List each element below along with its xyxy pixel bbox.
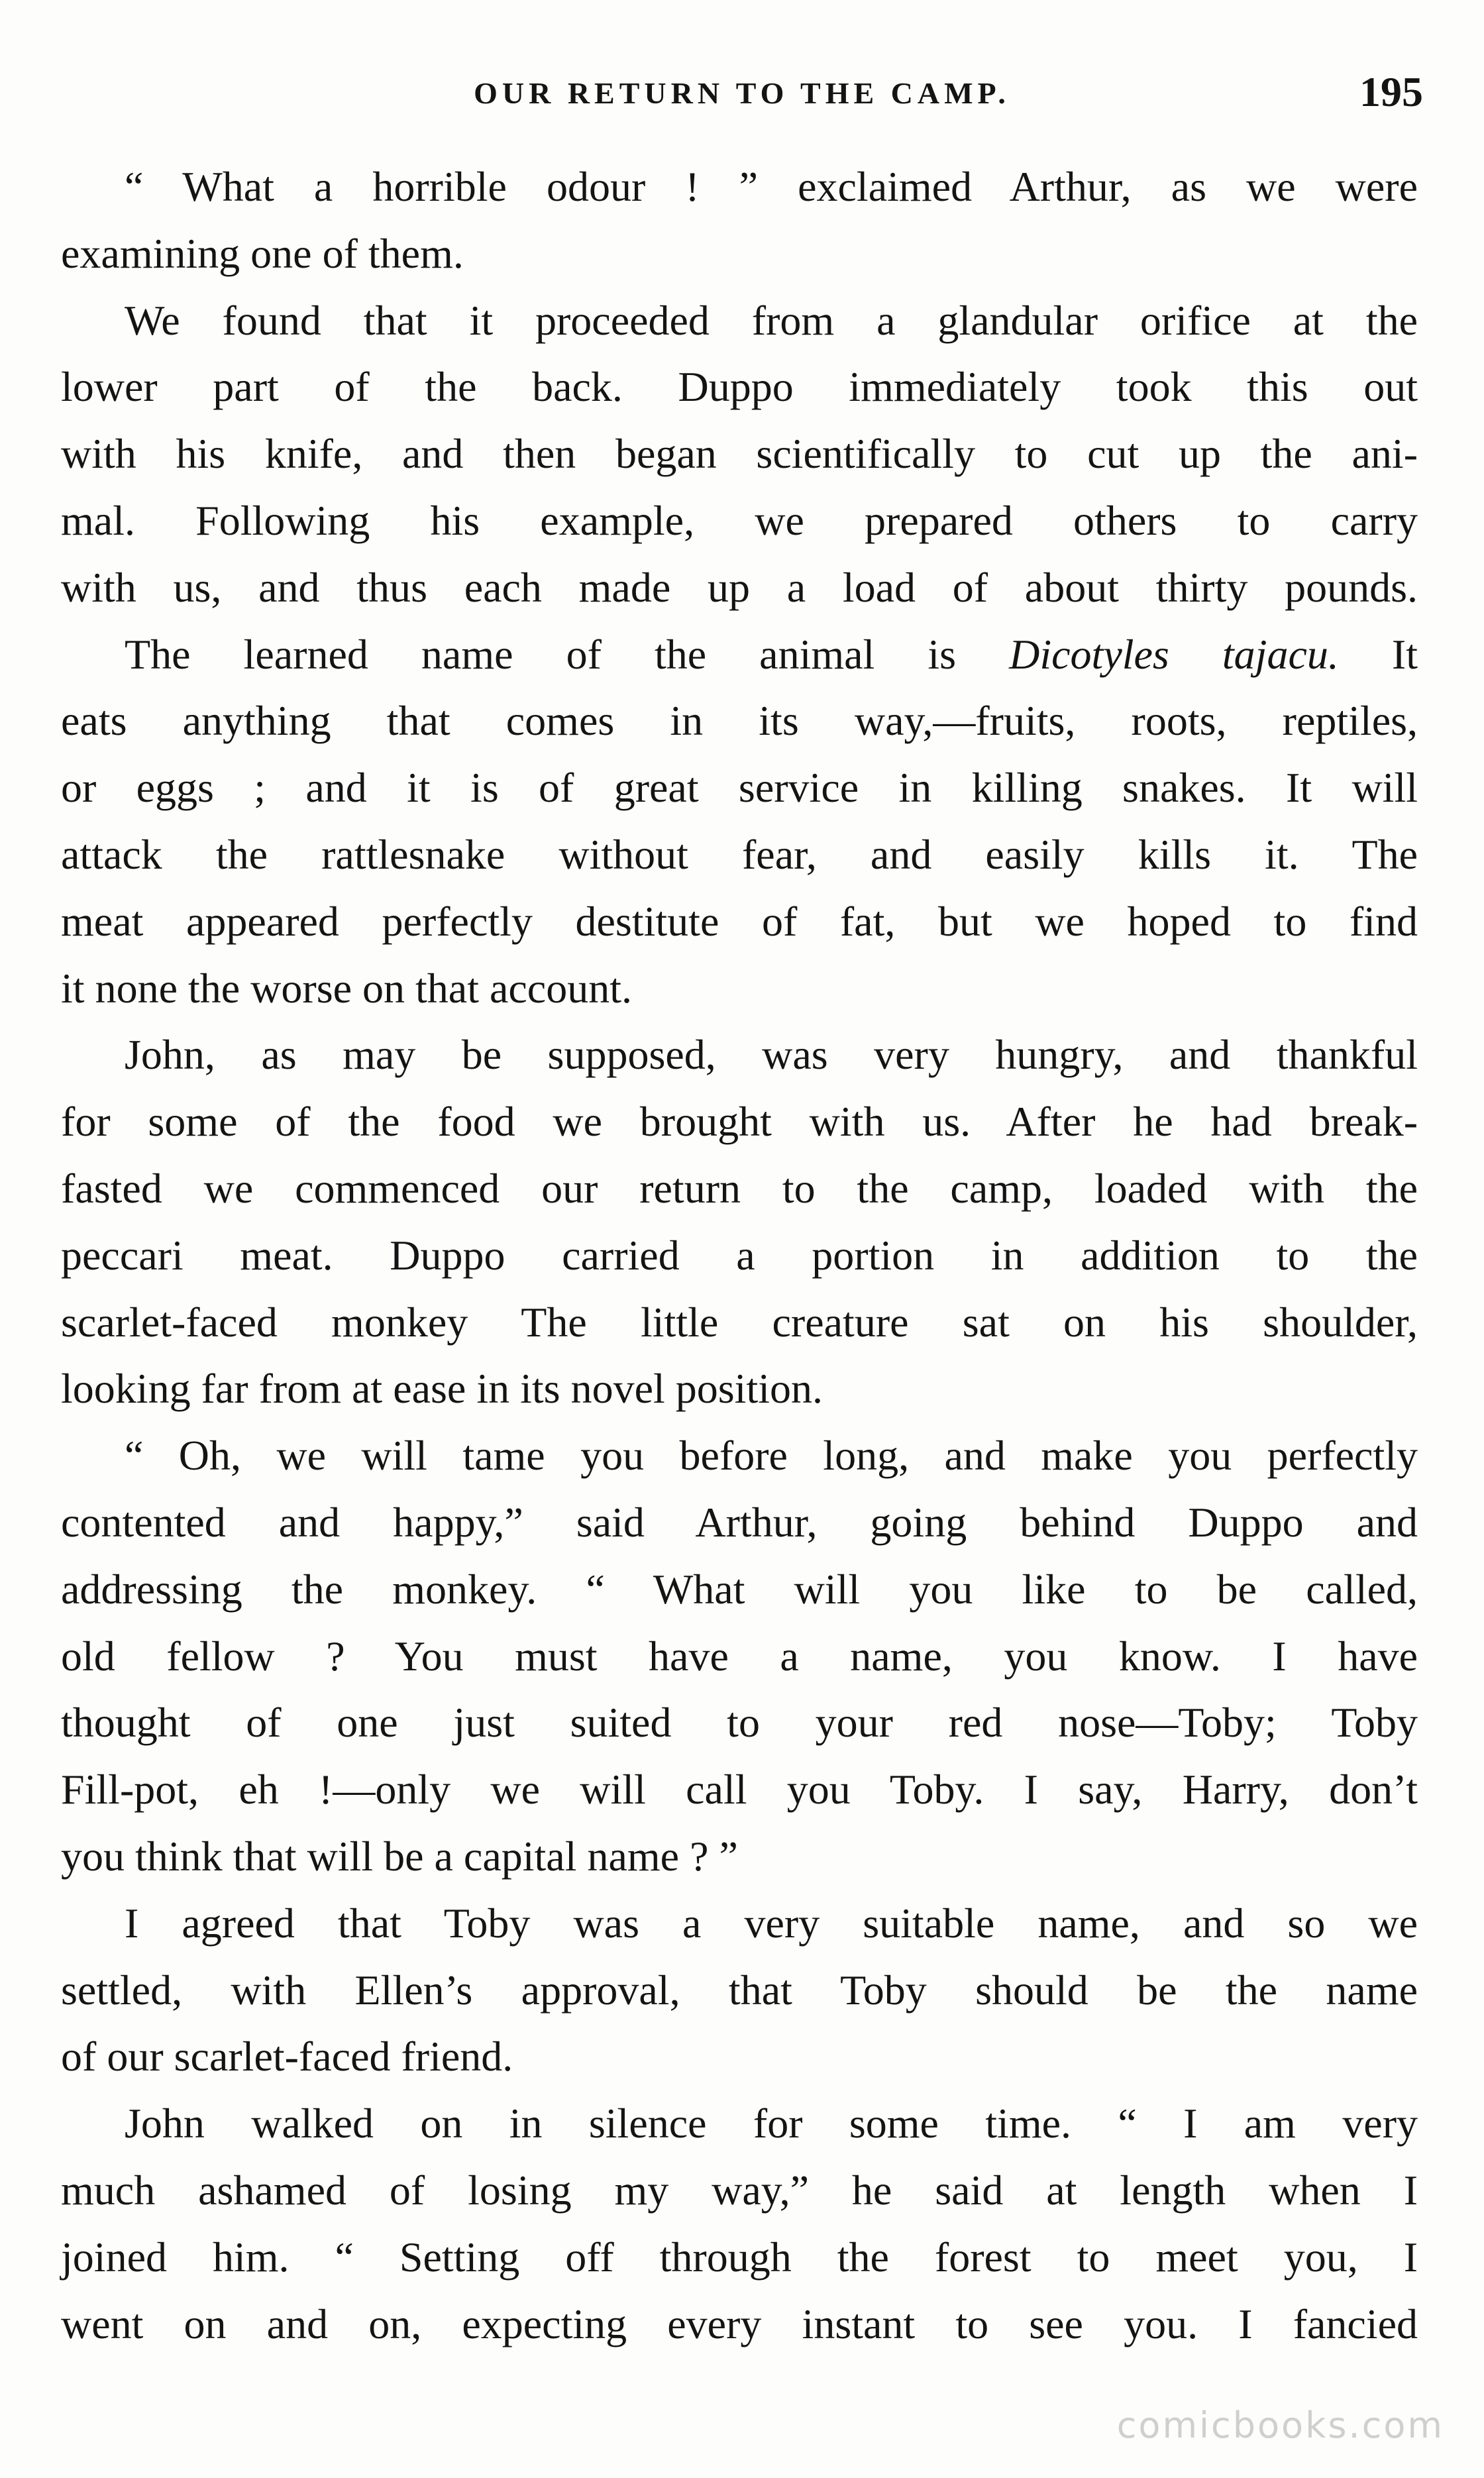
text-line: joined him. “ Setting off through the forest to meet you, I <box>61 2233 1418 2281</box>
text-line: with us, and thus each made up a load of about thirty pounds. <box>61 563 1418 611</box>
text-line: much ashamed of losing my way,” he said at length when I <box>61 2166 1418 2214</box>
paragraph <box>61 1890 1418 2090</box>
text-line <box>61 621 1418 688</box>
text-line: We found that it proceeded from a glandular orifice at the <box>125 296 1418 344</box>
text-line: looking far from at ease in its novel position. <box>61 1365 823 1413</box>
text-line: you think that will be a capital name ? ” <box>61 1832 738 1880</box>
text-line: fasted we commenced our return to the camp, loaded with the <box>61 1164 1418 1212</box>
running-title: OUR RETURN TO THE CAMP. <box>474 76 1010 110</box>
text-line: thought of one just suited to your red nose—Toby; Toby <box>61 1699 1418 1747</box>
text-line: lower part of the back. Duppo immediately took this out <box>61 363 1418 411</box>
text-line: mal. Following his example, we prepared others to carry <box>61 496 1418 544</box>
paragraph <box>61 1022 1418 1423</box>
text-line: I agreed that Toby was a very suitable name, and so we <box>125 1899 1418 1947</box>
text-line: peccari meat. Duppo carried a portion in addition to the <box>61 1231 1418 1279</box>
text-line: settled, with Ellen’s approval, that Toby should be the name <box>61 1966 1418 2014</box>
text-run: The learned name of the animal is <box>125 630 1010 678</box>
text-line: “ What a horrible odour ! ” exclaimed Arthur, as we were <box>125 163 1418 210</box>
page-header <box>0 68 1484 125</box>
text-line: went on and on, expecting every instant to see you. I fancied <box>61 2300 1418 2347</box>
watermark: comicbooks.com <box>1116 2404 1444 2446</box>
text-line: Fill-pot, eh !—only we will call you Toby. I say, Harry, don’t <box>61 1766 1418 1813</box>
text-line: old fellow ? You must have a name, you know. I have <box>61 1632 1418 1680</box>
text-line: John walked on in silence for some time. “ I am very <box>125 2100 1418 2147</box>
text-line: with his knife, and then began scientifically to cut up the ani- <box>61 430 1418 478</box>
body-text <box>61 154 1418 2357</box>
text-line: “ Oh, we will tame you before long, and make you perfectly <box>125 1432 1418 1480</box>
text-line: John, as may be supposed, was very hungry, and thankful <box>125 1031 1418 1079</box>
text-line: it none the worse on that account. <box>61 964 632 1012</box>
text-line: scarlet-faced monkey The little creature sat on his shoulder, <box>61 1298 1418 1346</box>
paragraph <box>61 288 1418 621</box>
text-line: contented and happy,” said Arthur, going behind Duppo and <box>61 1498 1418 1546</box>
text-line: examining one of them. <box>61 229 464 277</box>
text-line: of our scarlet-faced friend. <box>61 2033 513 2080</box>
text-run: It <box>1338 630 1418 678</box>
text-line: attack the rattlesnake without fear, and easily kills it. The <box>61 830 1418 878</box>
paragraph <box>61 154 1418 288</box>
text-line: addressing the monkey. “ What will you like to be called, <box>61 1565 1418 1613</box>
species-name: Dicotyles tajacu. <box>1009 630 1339 678</box>
text-line: or eggs ; and it is of great service in killing snakes. It will <box>61 764 1418 812</box>
page-number: 195 <box>1359 68 1423 115</box>
text-line: meat appeared perfectly destitute of fat, but we hoped to find <box>61 897 1418 945</box>
text-line: eats anything that comes in its way,—fruits, roots, reptiles, <box>61 697 1418 745</box>
paragraph <box>61 1423 1418 1890</box>
paragraph <box>61 621 1418 1022</box>
paragraph <box>61 2090 1418 2357</box>
text-line: for some of the food we brought with us. After he had break- <box>61 1098 1418 1146</box>
